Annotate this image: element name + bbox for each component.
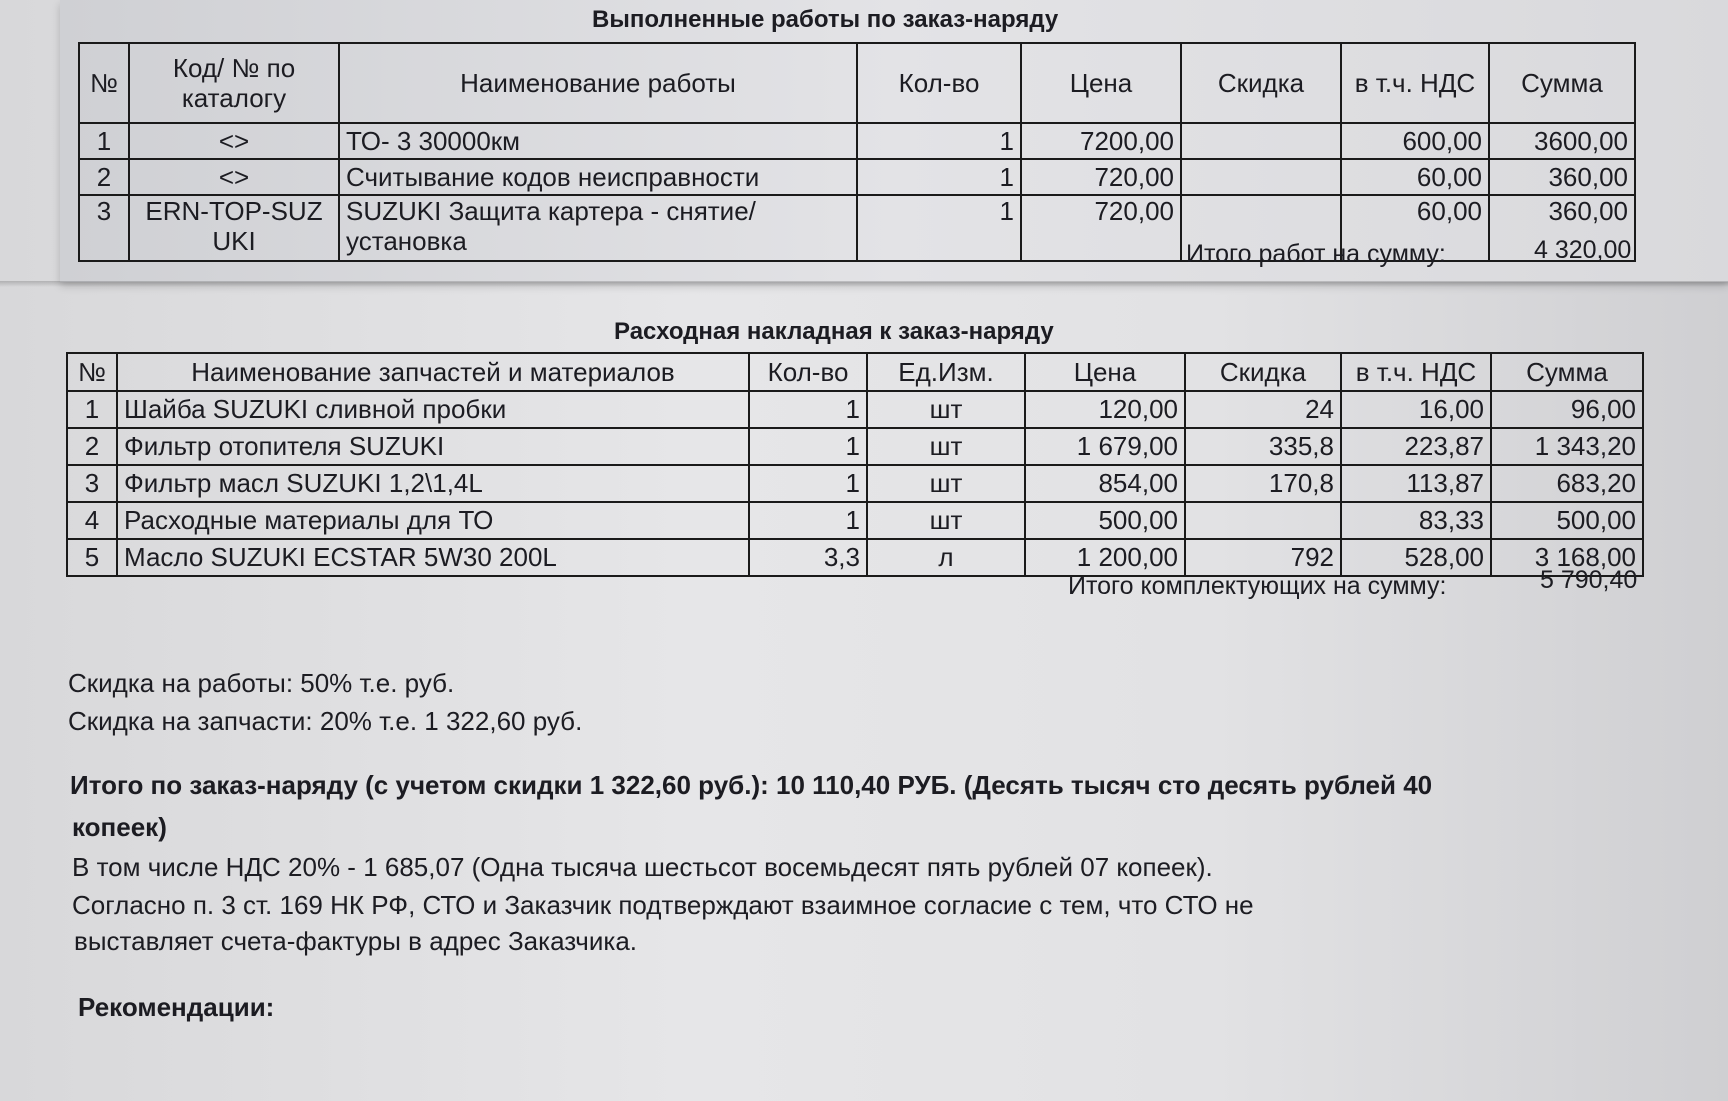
cell-qty: 1 [857,195,1021,261]
cell-discount [1185,502,1341,539]
cell-qty: 1 [749,391,867,428]
cell-sum: 96,00 [1491,391,1643,428]
table-row [79,123,1635,159]
parts-header-qty: Кол-во [749,353,867,391]
cell-qty: 3,3 [749,539,867,576]
parts-table [66,352,1644,577]
table-row [67,502,1643,539]
works-header-name: Наименование работы [339,43,857,123]
parts-header-vat: в т.ч. НДС [1341,353,1491,391]
table-row [67,539,1643,576]
cell-discount [1181,123,1341,159]
cell-name: SUZUKI Защита картера - снятие/установка [339,195,857,261]
order-total-line-2: копеек) [72,812,167,842]
table-row [67,465,1643,502]
parts-header-num: № [67,353,117,391]
cell-name: Расходные материалы для ТО [117,502,749,539]
cell-discount: 24 [1185,391,1341,428]
cell-num: 2 [67,428,117,465]
works-header-code: Код/ № по каталогу [129,43,339,123]
works-header-price: Цена [1021,43,1181,123]
cell-sum: 3600,00 [1489,123,1635,159]
cell-sum: 360,00 [1489,159,1635,195]
order-total-line-1: Итого по заказ-наряду (с учетом скидки 1 322,60 руб.): 10 110,40 РУБ. (Десять тысяч сто десять рублей 40 [70,770,1433,800]
cell-code: <> [129,123,339,159]
works-header-qty: Кол-во [857,43,1021,123]
agreement-line-2: выставляет счета-фактуры в адрес Заказчика. [74,926,637,956]
parts-title: Расходная накладная к заказ-наряду [614,318,1054,345]
table-row [67,391,1643,428]
recommendations-heading: Рекомендации: [78,992,275,1022]
parts-header-unit: Ед.Изм. [867,353,1025,391]
cell-discount: 792 [1185,539,1341,576]
works-header-sum: Сумма [1489,43,1635,123]
works-title: Выполненные работы по заказ-наряду [592,6,1059,33]
cell-num: 4 [67,502,117,539]
cell-code: <> [129,159,339,195]
cell-discount: 170,8 [1185,465,1341,502]
cell-qty: 1 [749,428,867,465]
parts-header-discount: Скидка [1185,353,1341,391]
cell-price: 854,00 [1025,465,1185,502]
parts-total-value: 5 790,40 [1540,566,1638,594]
cell-sum: 500,00 [1491,502,1643,539]
cell-sum: 3 168,00 [1491,539,1643,576]
cell-sum: 683,20 [1491,465,1643,502]
cell-vat: 528,00 [1341,539,1491,576]
cell-name: Считывание кодов неисправности [339,159,857,195]
parts-total-label: Итого комплектующих на сумму: [1068,572,1447,600]
parts-header-sum: Сумма [1491,353,1643,391]
table-row [79,159,1635,195]
parts-discount-note: Скидка на запчасти: 20% т.е. 1 322,60 руб. [68,706,583,736]
cell-num: 3 [67,465,117,502]
cell-name: Фильтр отопителя SUZUKI [117,428,749,465]
cell-qty: 1 [749,465,867,502]
cell-discount [1181,159,1341,195]
cell-name: Шайба SUZUKI сливной пробки [117,391,749,428]
cell-vat: 223,87 [1341,428,1491,465]
cell-num: 5 [67,539,117,576]
parts-header-name: Наименование запчастей и материалов [117,353,749,391]
parts-header-row [67,353,1643,391]
cell-num: 3 [79,195,129,261]
table-row [67,428,1643,465]
cell-price: 720,00 [1021,195,1181,261]
cell-discount: 335,8 [1185,428,1341,465]
cell-name: Фильтр масл SUZUKI 1,2\1,4L [117,465,749,502]
cell-unit: шт [867,428,1025,465]
cell-sum: 360,00 [1489,195,1635,261]
works-header-row [79,43,1635,123]
cell-qty: 1 [749,502,867,539]
cell-name: ТО- 3 30000км [339,123,857,159]
cell-unit: шт [867,502,1025,539]
cell-sum: 1 343,20 [1491,428,1643,465]
paper-fold [0,281,1728,287]
cell-price: 120,00 [1025,391,1185,428]
cell-unit: л [867,539,1025,576]
works-table [78,42,1636,262]
works-header-vat: в т.ч. НДС [1341,43,1489,123]
cell-vat: 600,00 [1341,123,1489,159]
cell-vat: 113,87 [1341,465,1491,502]
cell-unit: шт [867,465,1025,502]
cell-name: Масло SUZUKI ECSTAR 5W30 200L [117,539,749,576]
cell-code: ERN-TOP-SUZ UKI [129,195,339,261]
cell-price: 7200,00 [1021,123,1181,159]
cell-qty: 1 [857,123,1021,159]
works-total-label: Итого работ на сумму: [1186,240,1446,268]
cell-vat: 60,00 [1341,159,1489,195]
agreement-line-1: Согласно п. 3 ст. 169 НК РФ, СТО и Заказчик подтверждают взаимное согласие с тем, что СТО не [72,890,1254,920]
cell-vat: 16,00 [1341,391,1491,428]
works-discount-note: Скидка на работы: 50% т.е. руб. [68,668,455,698]
cell-price: 500,00 [1025,502,1185,539]
cell-vat: 83,33 [1341,502,1491,539]
cell-qty: 1 [857,159,1021,195]
works-header-discount: Скидка [1181,43,1341,123]
cell-price: 1 679,00 [1025,428,1185,465]
parts-header-price: Цена [1025,353,1185,391]
works-header-num: № [79,43,129,123]
cell-num: 1 [67,391,117,428]
cell-vat: 60,00 [1341,195,1489,261]
vat-note: В том числе НДС 20% - 1 685,07 (Одна тысяча шестьсот восемьдесят пять рублей 07 копеек). [72,852,1213,882]
cell-num: 1 [79,123,129,159]
cell-num: 2 [79,159,129,195]
cell-price: 720,00 [1021,159,1181,195]
cell-unit: шт [867,391,1025,428]
works-total-value: 4 320,00 [1534,236,1632,264]
cell-price: 1 200,00 [1025,539,1185,576]
